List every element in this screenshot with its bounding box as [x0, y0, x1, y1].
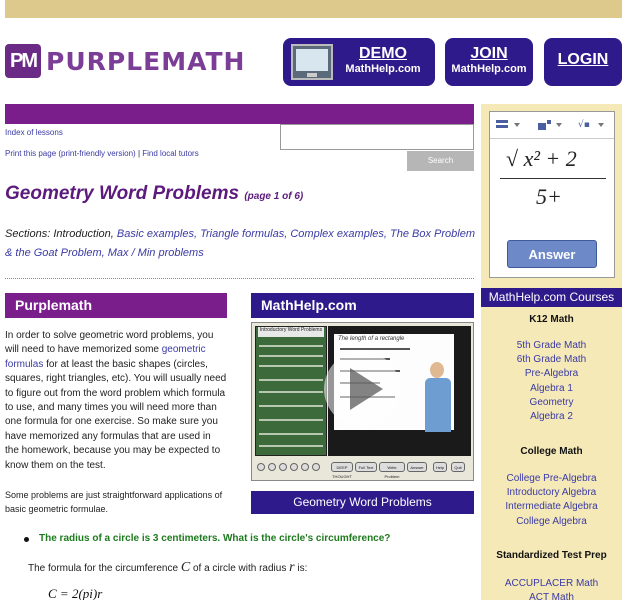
control-quit[interactable]: Quit: [451, 462, 465, 472]
intro-text-after: for at least the basic shapes (circles, squares, right triangles, etc). You will usually need to figure out from the word problem which formula to use, and many times you will need more than one formula for one exercise. So make sure you have memorized any formulas that are used in the homework, because you may be expected to know them on the test.: [5, 358, 227, 471]
chevron-down-icon[interactable]: [598, 123, 604, 127]
intro-paragraph: [5, 329, 227, 473]
formula-intro-b: of a circle with radius: [192, 563, 287, 574]
formula-intro-a: The formula for the circumference: [28, 563, 179, 574]
link-separator: |: [135, 149, 143, 158]
section-introduction: Introduction,: [53, 228, 114, 240]
math-denominator: 5+: [536, 184, 562, 209]
course-link[interactable]: Geometry: [529, 396, 574, 408]
video-lesson-title: Introductory Word Problems: [258, 327, 324, 337]
find-tutors-link[interactable]: Find local tutors: [142, 149, 199, 158]
video-caption[interactable]: Geometry Word Problems: [251, 491, 474, 514]
bullet-icon: [24, 537, 29, 542]
control-full-text[interactable]: Full Text: [355, 462, 377, 472]
demo-button-label: DEMO: [359, 45, 407, 62]
intro-text-before: In order to solve geometric word problems, you will need to have memorized some: [5, 330, 214, 356]
circumference-formula: C = 2(pi)r: [48, 586, 103, 600]
instructor-figure: [422, 362, 452, 432]
k12-math-heading: K12 Math: [529, 314, 574, 325]
formula-intro-c: is:: [297, 563, 308, 574]
widget-toolbar: [496, 120, 608, 132]
section-link-max-min[interactable]: Max / Min problems: [107, 247, 204, 259]
page-subtitle: (page 1 of 6): [244, 191, 304, 202]
section-link-box-goat[interactable]: The Box Problem & the Goat Problem,: [5, 228, 475, 259]
sections-label: Sections:: [5, 228, 51, 240]
exponent-icon[interactable]: [538, 120, 552, 130]
courses-heading: MathHelp.com Courses: [481, 288, 622, 307]
search-input[interactable]: [280, 124, 474, 150]
video-controls: [255, 459, 471, 479]
answer-button[interactable]: Answer: [507, 240, 597, 268]
matrix-icon[interactable]: [496, 120, 510, 130]
course-link[interactable]: Introductory Algebra: [506, 487, 597, 499]
print-page-link[interactable]: Print this page (print-friendly version): [5, 149, 136, 158]
control-deep-thought[interactable]: DEEP THOUGHT: [331, 462, 353, 472]
utility-links: [5, 149, 199, 158]
index-of-lessons-link[interactable]: Index of lessons: [5, 128, 63, 137]
course-link[interactable]: Algebra 2: [530, 411, 573, 423]
chevron-down-icon[interactable]: [514, 123, 520, 127]
search-button[interactable]: Search: [407, 151, 474, 171]
math-solver-widget[interactable]: [489, 111, 615, 278]
course-link[interactable]: ACCUPLACER Math: [504, 578, 599, 589]
demo-button-sub: MathHelp.com: [345, 63, 421, 75]
whiteboard-text: The length of a rectangle: [338, 336, 405, 342]
example-question: The radius of a circle is 3 centimeters. What is the circle's circumference?: [39, 533, 391, 544]
purplemath-section-heading: Purplemath: [5, 293, 227, 318]
control-write-problem[interactable]: Write Problem: [379, 462, 405, 472]
chevron-down-icon[interactable]: [556, 123, 562, 127]
math-input-display[interactable]: [498, 146, 608, 234]
login-button[interactable]: [544, 38, 622, 86]
purple-nav-strip: [5, 104, 474, 124]
control-help[interactable]: Help: [433, 462, 447, 472]
sections-list: [5, 225, 475, 263]
purplemath-logo-mark[interactable]: PM: [5, 44, 41, 78]
page-title: [5, 183, 303, 205]
control-answer[interactable]: Answer: [407, 462, 427, 472]
k12-course-list: [481, 339, 622, 424]
college-course-list: [481, 472, 622, 529]
formula-var-c: C: [180, 560, 191, 575]
test-prep-heading: Standardized Test Prep: [496, 550, 607, 561]
section-link-complex-examples[interactable]: Complex examples,: [290, 228, 387, 240]
mathhelp-section-heading: MathHelp.com: [251, 293, 474, 318]
course-link[interactable]: 6th Grade Math: [516, 354, 587, 366]
play-icon[interactable]: [324, 351, 400, 427]
purplemath-logo-text[interactable]: PURPLEMATH: [46, 47, 246, 76]
college-math-heading: College Math: [520, 446, 583, 457]
divider: [5, 278, 474, 279]
root-icon[interactable]: √▪: [578, 120, 590, 130]
test-prep-course-list: [481, 577, 622, 600]
section-link-triangle-formulas[interactable]: Triangle formulas,: [200, 228, 288, 240]
geometric-formulas-link[interactable]: geometric formulas: [5, 344, 206, 370]
course-link[interactable]: ACT Math: [529, 592, 574, 600]
top-banner-bar: [5, 0, 622, 18]
page-title-text: Geometry Word Problems: [5, 183, 240, 204]
course-link[interactable]: Pre-Algebra: [524, 368, 579, 380]
course-link[interactable]: 5th Grade Math: [516, 340, 587, 351]
join-button-sub: MathHelp.com: [451, 63, 527, 75]
formula-var-r: r: [289, 560, 295, 575]
video-lesson-panel: [255, 326, 327, 456]
course-link[interactable]: Intermediate Algebra: [505, 501, 598, 513]
course-link[interactable]: Algebra 1: [530, 382, 573, 394]
section-link-basic-examples[interactable]: Basic examples,: [116, 228, 198, 240]
join-button[interactable]: [445, 38, 533, 86]
intro-paragraph-2: Some problems are just straightforward applications of basic geometric formulae.: [5, 490, 223, 514]
demo-button[interactable]: [283, 38, 435, 86]
demo-monitor-icon: [291, 44, 333, 80]
login-button-label: LOGIN: [557, 51, 609, 68]
lesson-video-player[interactable]: [251, 322, 474, 481]
course-link[interactable]: College Algebra: [516, 515, 587, 527]
formula-intro: [28, 560, 307, 576]
join-button-label: JOIN: [470, 45, 508, 62]
course-link[interactable]: College Pre-Algebra: [506, 473, 597, 484]
math-numerator: √ x² + 2: [506, 146, 577, 171]
